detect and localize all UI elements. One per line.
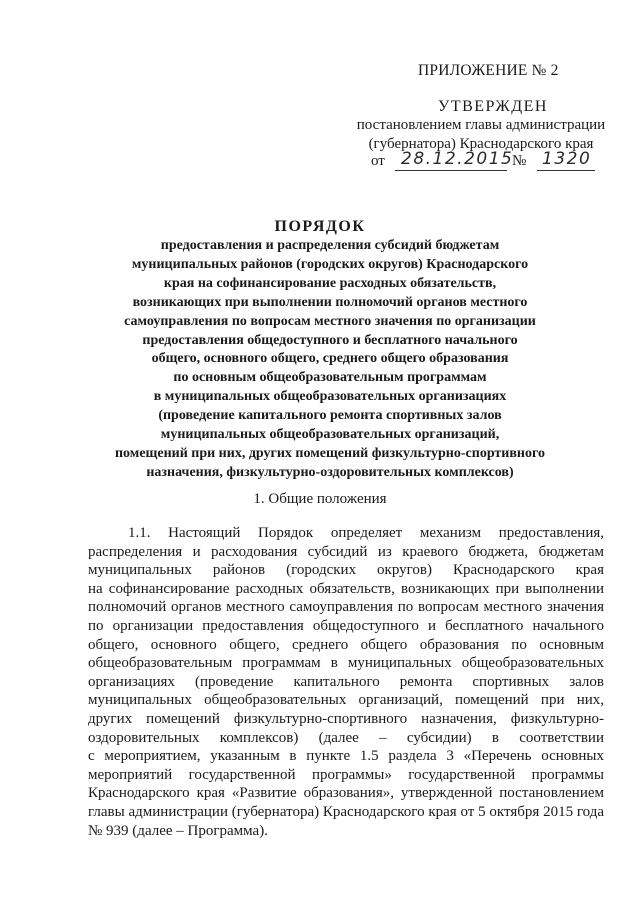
paragraph-line: мероприятий государственной программы» государственной программы xyxy=(88,766,604,783)
paragraph-line: оздоровительных комплексов) (далее – субсидии) в соответствии xyxy=(88,729,604,746)
subtitle-line: общего, основного общего, среднего общего образования xyxy=(151,351,509,367)
paragraph-line: муниципальных общеобразовательных организаций, помещений при них, xyxy=(88,692,604,709)
approved-line-1: постановлением главы администрации xyxy=(356,117,606,133)
number-underline xyxy=(537,170,595,171)
handwritten-date: 28.12.2015 xyxy=(401,149,514,169)
approval-date-line xyxy=(367,149,607,173)
subtitle-line: возникающих при выполнении полномочий органов местного xyxy=(132,294,528,310)
subtitle-line: муниципальных районов (городских округов) Краснодарского xyxy=(131,256,529,272)
paragraph-line: по организации предоставления общедоступного и бесплатного начального xyxy=(88,617,604,634)
subtitle-line: самоуправления по вопросам местного значения по организации xyxy=(124,313,536,329)
paragraph-1-1 xyxy=(88,524,604,840)
subtitle-line: предоставления общедоступного и бесплатного начального xyxy=(142,332,518,348)
paragraph-line: полномочий органов местного самоуправления по вопросам местного значения xyxy=(88,599,604,616)
paragraph-line: муниципальных районов (городских округов) Краснодарского края xyxy=(88,562,604,579)
date-prefix: от xyxy=(371,153,385,169)
paragraph-line: общего, основного общего, среднего общего образования по основным xyxy=(88,636,604,653)
paragraph-line: Краснодарского края «Развитие образования», утвержденной постановлением xyxy=(88,785,604,802)
paragraph-line: организациях (проведение капитального ремонта спортивных залов xyxy=(88,673,604,690)
subtitle-line: (проведение капитального ремонта спортивных залов xyxy=(158,408,502,424)
paragraph-line: общеобразовательным программам в муниципальных общеобразовательных xyxy=(88,655,604,672)
subtitle-line: по основным общеобразовательным программам xyxy=(173,370,487,386)
subtitle-line: помещений при них, других помещений физкультурно-спортивного xyxy=(114,445,545,461)
date-underline xyxy=(395,170,507,171)
subtitle-line: назначения, физкультурно-оздоровительных комплексов) xyxy=(146,464,514,480)
document-subtitle xyxy=(95,237,565,483)
handwritten-number: 1320 xyxy=(542,149,592,169)
paragraph-line: других помещений физкультурно-спортивного назначения, физкультурно- xyxy=(88,710,604,727)
approved-heading: УТВЕРЖДЕН xyxy=(438,98,548,115)
number-sign: № xyxy=(512,153,527,169)
subtitle-line: в муниципальных общеобразовательных организациях xyxy=(153,389,507,405)
paragraph-line: главы администрации (губернатора) Краснодарского края от 5 октября 2015 года xyxy=(88,803,604,820)
paragraph-line: 1.1. Настоящий Порядок определяет механизм предоставления, xyxy=(128,525,604,541)
subtitle-line: предоставления и распределения субсидий бюджетам xyxy=(160,238,500,253)
section-heading: 1. Общие положения xyxy=(253,491,387,507)
paragraph-line: распределения и расходования субсидий из краевого бюджета, бюджетам xyxy=(88,543,604,560)
paragraph-line: № 939 (далее – Программа). xyxy=(88,822,268,839)
subtitle-line: муниципальных общеобразовательных организаций, xyxy=(160,427,500,443)
paragraph-line: на софинансирование расходных обязательств, возникающих при выполнении xyxy=(88,580,604,597)
approved-line-2: (губернатора) Краснодарского края xyxy=(368,136,594,152)
subtitle-line: края на софинансирование расходных обязательств, xyxy=(163,275,497,291)
document-title: ПОРЯДОК xyxy=(274,218,366,235)
paragraph-line: с мероприятием, указанным в пункте 1.5 раздела 3 «Перечень основных xyxy=(88,748,604,765)
appendix-label: ПРИЛОЖЕНИЕ № 2 xyxy=(418,62,559,79)
